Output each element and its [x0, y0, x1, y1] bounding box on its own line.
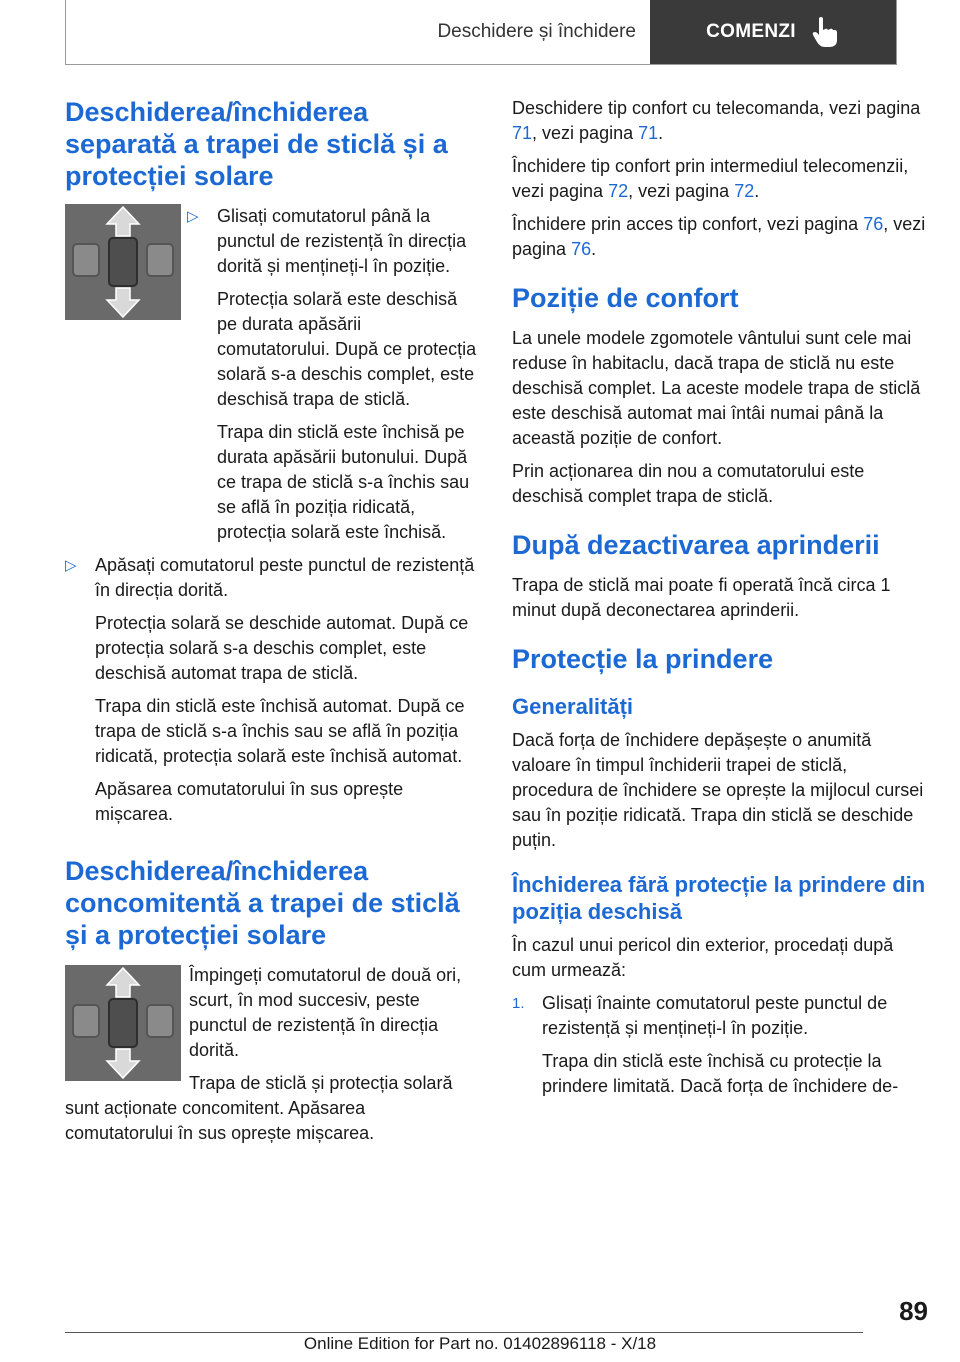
section-title-comfort: Poziție de confort	[512, 283, 739, 313]
page-link[interactable]: 71	[512, 123, 533, 143]
paragraph: Dacă forța de închidere depășește o anumită valoare în timpul închiderii trapei de sticlă, procedura de închidere se oprește la mijlocul cursei sau în poziție ridicată. Trapa din sticlă se deschide puțin.	[512, 730, 924, 850]
right-column	[512, 96, 927, 1107]
paragraph: Trapa de sticlă și protecția solară sunt acționate concomitent. Apăsarea comutatorului în sus oprește mișcarea.	[65, 1073, 453, 1143]
paragraph: Glisați comutatorul până la punctul de rezistență în direcția dorită și mențineți-l în poziție.	[217, 206, 467, 276]
paragraph: Prin acționarea din nou a comutatorului este deschisă complet trapa de sticlă.	[512, 461, 865, 506]
paragraph: Trapa din sticlă este închisă cu protecție la prindere limitată. Dacă forța de închidere de-	[542, 1051, 899, 1096]
section-title-after-ignition: După dezactivarea aprinderii	[512, 530, 880, 560]
reference-line: Închidere prin acces tip confort, vezi pagina 76, vezi pagina 76.	[512, 214, 926, 259]
pointing-hand-icon	[810, 15, 840, 49]
edition-text: Online Edition for Part no. 01402896118 - X/18	[303, 1334, 657, 1353]
paragraph: Protecția solară este deschisă pe durata apăsării comutatorului. După ce protecția solară s-a deschis complet, este deschisă trapa de sticlă.	[217, 289, 477, 409]
footer-divider	[65, 1332, 863, 1333]
header-tab-label: COMENZI	[706, 21, 796, 42]
bullet-arrow-icon: ▷	[65, 557, 77, 574]
page-number: 89	[899, 1296, 928, 1326]
subsection-title-closing-without-protection: Închiderea fără protecție la prindere din poziția deschisă	[512, 872, 926, 924]
bullet-item	[187, 204, 477, 553]
section-title-simultaneous: Deschiderea/închiderea concomitentă a trapei de sticlă și a protecției solare	[65, 856, 460, 950]
left-column	[65, 96, 477, 1154]
section-title-pinch-protection: Protecție la prindere	[512, 644, 774, 674]
page-link[interactable]: 72	[734, 181, 755, 201]
paragraph: Trapa din sticlă este închisă pe durata apăsării butonului. După ce trapa de sticlă s-a închis sau se află în poziția ridicată, protecția solară este închisă.	[217, 422, 470, 542]
reference-line: Închidere tip confort prin intermediul telecomenzii, vezi pagina 72, vezi pagina 72.	[512, 156, 909, 201]
paragraph: Împingeți comutatorul de două ori, scurt, în mod succesiv, peste punctul de rezistență în direcția dorită.	[189, 965, 462, 1060]
page-link[interactable]: 76	[571, 239, 592, 259]
section-title-separate: Deschiderea/închiderea separată a trapei de sticlă și a protecției solare	[65, 97, 448, 191]
bullet-item	[65, 553, 477, 835]
step-number: 1.	[512, 995, 525, 1012]
paragraph: Protecția solară se deschide automat. După ce protecția solară s-a deschis complet, este deschisă automat trapa de sticlă.	[95, 613, 469, 683]
sunroof-switch-image	[65, 965, 181, 1081]
numbered-step	[512, 991, 927, 1107]
page-link[interactable]: 76	[863, 214, 884, 234]
paragraph: Trapa de sticlă mai poate fi operată încă circa 1 minut după deconectarea aprinderii.	[512, 575, 891, 620]
paragraph: Glisați înainte comutatorul peste punctul de rezistență și mențineți-l în poziție.	[542, 993, 888, 1038]
paragraph: Apăsați comutatorul peste punctul de rezistență în direcția dorită.	[95, 555, 475, 600]
figure-row-1	[65, 204, 477, 553]
paragraph: Trapa din sticlă este închisă automat. După ce trapa de sticlă s-a închis sau se află în poziția ridicată, protecția solară este închisă automat.	[95, 696, 465, 766]
header-section-title: Deschidere și închidere	[437, 21, 636, 42]
header-chapter-tab[interactable]	[650, 0, 896, 64]
page-header	[65, 0, 897, 65]
subsection-title-general: Generalități	[512, 694, 634, 719]
bullet-arrow-icon: ▷	[187, 208, 199, 225]
reference-line: Deschidere tip confort cu telecomanda, vezi pagina 71, vezi pagina 71.	[512, 98, 921, 143]
footer-edition	[0, 1334, 960, 1354]
sunroof-switch-image	[65, 204, 181, 320]
figure-block-2	[65, 963, 477, 1154]
paragraph: Apăsarea comutatorului în sus oprește mișcarea.	[95, 779, 404, 824]
page-link[interactable]: 71	[638, 123, 659, 143]
page-link[interactable]: 72	[608, 181, 629, 201]
paragraph: La unele modele zgomotele vântului sunt cele mai reduse în habitaclu, dacă trapa de sticlă nu este deschisă complet. La aceste modele trapa de sticlă este deschisă automat mai întâi numai până la această poziție de confort.	[512, 328, 921, 448]
paragraph: În cazul unui pericol din exterior, procedați după cum urmează:	[512, 935, 894, 980]
